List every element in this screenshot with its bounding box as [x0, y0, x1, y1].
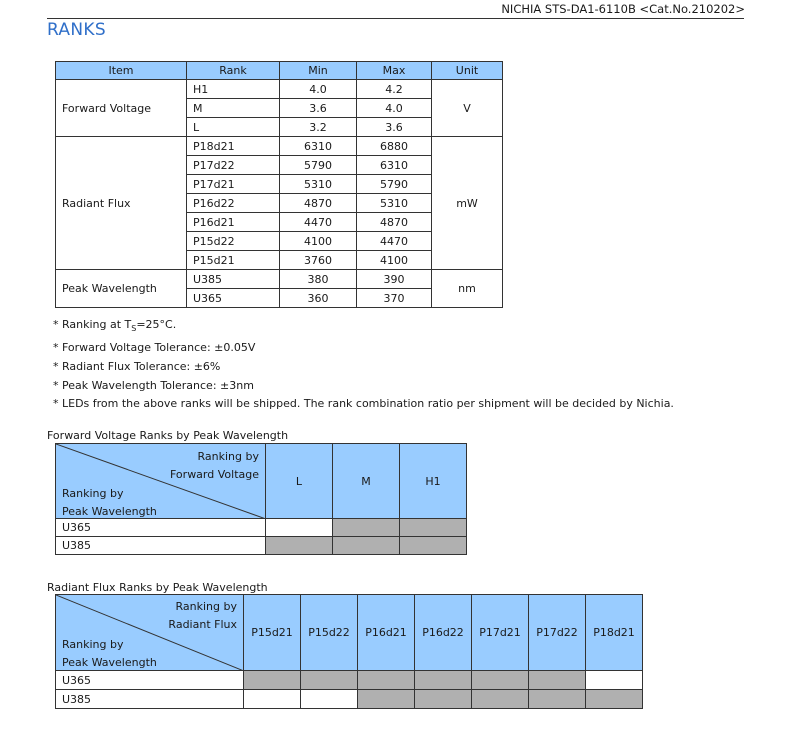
fv-cell-gray	[333, 519, 400, 537]
min-cell: 6310	[280, 137, 357, 156]
min-cell: 5310	[280, 175, 357, 194]
fv-diag-top-line2: Forward Voltage	[170, 468, 259, 481]
max-cell: 6310	[357, 156, 432, 175]
max-cell: 4870	[357, 213, 432, 232]
min-cell: 3.2	[280, 118, 357, 137]
max-cell: 6880	[357, 137, 432, 156]
min-cell: 380	[280, 270, 357, 289]
rf-cell-gray	[529, 671, 586, 690]
rf-matrix-header-row	[56, 595, 643, 671]
note-shipment: * LEDs from the above ranks will be shipped. The rank combination ratio per shipment will be decided by Nichia.	[53, 397, 674, 411]
max-cell: 4100	[357, 251, 432, 270]
min-cell: 4870	[280, 194, 357, 213]
fv-matrix-table	[55, 443, 467, 555]
rank-cell: P17d22	[187, 156, 280, 175]
item-peak-wavelength: Peak Wavelength	[56, 270, 187, 308]
item-forward-voltage: Forward Voltage	[56, 80, 187, 137]
rf-diagonal-header	[56, 595, 244, 671]
max-cell: 4.0	[357, 99, 432, 118]
rank-table-header-row	[56, 62, 503, 80]
table-row	[56, 519, 467, 537]
max-cell: 390	[357, 270, 432, 289]
fv-col-h1: H1	[400, 444, 467, 519]
max-cell: 3.6	[357, 118, 432, 137]
fv-cell-gray	[333, 537, 400, 555]
table-row	[56, 537, 467, 555]
rf-cell-white	[586, 671, 643, 690]
fv-cell-gray	[266, 537, 333, 555]
fv-diag-bottom-line1: Ranking by	[62, 487, 124, 500]
fv-row-label: U385	[56, 537, 266, 555]
table-row	[56, 690, 643, 709]
fv-matrix-title: Forward Voltage Ranks by Peak Wavelength	[47, 429, 289, 442]
rank-cell: P18d21	[187, 137, 280, 156]
rf-col-p15d22: P15d22	[301, 595, 358, 671]
min-cell: 3760	[280, 251, 357, 270]
max-cell: 370	[357, 289, 432, 308]
rf-cell-white	[244, 690, 301, 709]
rf-col-p15d21: P15d21	[244, 595, 301, 671]
rank-cell: M	[187, 99, 280, 118]
fv-cell-gray	[400, 519, 467, 537]
max-cell: 5790	[357, 175, 432, 194]
min-cell: 3.6	[280, 99, 357, 118]
table-row	[56, 137, 503, 156]
header-min: Min	[280, 62, 357, 80]
rank-cell: U385	[187, 270, 280, 289]
fv-diagonal-header	[56, 444, 266, 519]
max-cell: 4.2	[357, 80, 432, 99]
rf-matrix-title: Radiant Flux Ranks by Peak Wavelength	[47, 581, 268, 594]
min-cell: 5790	[280, 156, 357, 175]
header-rule	[47, 18, 744, 19]
rank-cell: P15d21	[187, 251, 280, 270]
header-item: Item	[56, 62, 187, 80]
rf-cell-gray	[472, 671, 529, 690]
rf-diag-bottom-line2: Peak Wavelength	[62, 656, 157, 669]
document-reference: NICHIA STS-DA1-6110B <Cat.No.210202>	[501, 2, 745, 16]
rank-cell: H1	[187, 80, 280, 99]
note-forward-voltage-tolerance: * Forward Voltage Tolerance: ±0.05V	[53, 340, 256, 354]
header-unit: Unit	[432, 62, 503, 80]
fv-cell-gray	[400, 537, 467, 555]
rf-cell-gray	[415, 690, 472, 709]
fv-matrix-header-row	[56, 444, 467, 519]
min-cell: 4100	[280, 232, 357, 251]
rf-col-p16d21: P16d21	[358, 595, 415, 671]
max-cell: 5310	[357, 194, 432, 213]
fv-cell-white	[266, 519, 333, 537]
rf-row-label: U365	[56, 671, 244, 690]
rf-cell-gray	[244, 671, 301, 690]
min-cell: 4470	[280, 213, 357, 232]
rf-col-p17d21: P17d21	[472, 595, 529, 671]
unit-radiant-flux: mW	[432, 137, 503, 270]
notes	[53, 316, 674, 414]
rf-col-p17d22: P17d22	[529, 595, 586, 671]
rf-row-label: U385	[56, 690, 244, 709]
rf-cell-gray	[586, 690, 643, 709]
fv-col-m: M	[333, 444, 400, 519]
rf-col-p18d21: P18d21	[586, 595, 643, 671]
rf-matrix-table	[55, 594, 643, 709]
rank-table	[55, 61, 503, 308]
rf-diag-top-line2: Radiant Flux	[168, 618, 237, 631]
min-cell: 360	[280, 289, 357, 308]
note-ranking-temperature: * Ranking at $T_S=25^\circ C$.	[53, 318, 177, 334]
unit-peak-wavelength: nm	[432, 270, 503, 308]
header-rank: Rank	[187, 62, 280, 80]
rf-cell-gray	[472, 690, 529, 709]
min-cell: 4.0	[280, 80, 357, 99]
note-radiant-flux-tolerance: * Radiant Flux Tolerance: ±6%	[53, 359, 221, 373]
max-cell: 4470	[357, 232, 432, 251]
item-radiant-flux: Radiant Flux	[56, 137, 187, 270]
fv-row-label: U365	[56, 519, 266, 537]
fv-diag-bottom-line2: Peak Wavelength	[62, 505, 157, 518]
rf-cell-gray	[529, 690, 586, 709]
rank-cell: U365	[187, 289, 280, 308]
rank-cell: P16d22	[187, 194, 280, 213]
rank-cell: L	[187, 118, 280, 137]
rf-cell-gray	[301, 671, 358, 690]
fv-col-l: L	[266, 444, 333, 519]
header-max: Max	[357, 62, 432, 80]
page-title: RANKS	[47, 20, 106, 40]
rf-cell-gray	[415, 671, 472, 690]
rf-diag-bottom-line1: Ranking by	[62, 638, 124, 651]
rf-cell-gray	[358, 690, 415, 709]
rf-col-p16d22: P16d22	[415, 595, 472, 671]
rf-cell-white	[301, 690, 358, 709]
note-peak-wavelength-tolerance: * Peak Wavelength Tolerance: ±3nm	[53, 378, 254, 392]
table-row	[56, 270, 503, 289]
unit-forward-voltage: V	[432, 80, 503, 137]
table-row	[56, 671, 643, 690]
rf-diag-top-line1: Ranking by	[175, 600, 237, 613]
rank-cell: P16d21	[187, 213, 280, 232]
table-row	[56, 80, 503, 99]
rank-cell: P17d21	[187, 175, 280, 194]
rank-cell: P15d22	[187, 232, 280, 251]
rf-cell-gray	[358, 671, 415, 690]
fv-diag-top-line1: Ranking by	[197, 450, 259, 463]
